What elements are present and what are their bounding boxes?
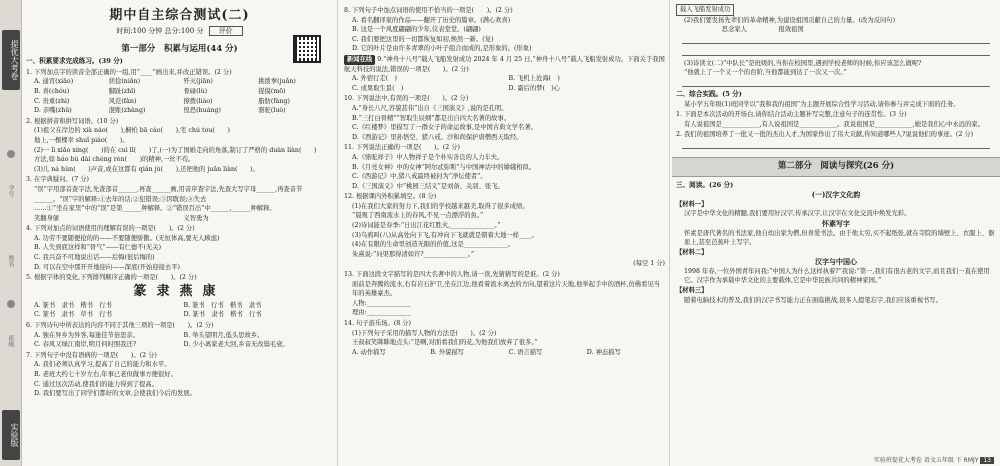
q14-quote: 王叔叔笑眯眯地点头:“是啊,对面看我们的花,为他我们放弃了很多。”	[352, 339, 538, 347]
q10-option: D.《西游记》里孙悟空、猪八戒、沙和尚保护唐僧西天取经。	[352, 133, 523, 141]
q8-option: C. 我们要把这里的一切都恢复如初,焕然一新。(复)	[352, 35, 494, 43]
q3-text: ……①“坐在家里”中的“误”是第______种解释。②“错误百出”中______,______种解释。	[34, 205, 276, 213]
q1-item: 挑拨拳(juǎn)	[258, 78, 296, 86]
q1-item: 风范(fàn)	[108, 97, 137, 105]
right-page	[669, 0, 1000, 466]
q12-line: 朱熹说:“问渠那得清如许?______________。”	[352, 250, 475, 258]
q4-option: B. 人失到底这样和“骨气”——有仁德不(无关)	[34, 244, 162, 252]
q1-item: C. 贵重(zhì)	[34, 97, 70, 105]
q6-option: D. 少小离家老大回,乡音无改鬓毛衰。	[183, 341, 289, 349]
q12-line: (2)诗词能是春季:“日出江花红胜火,______________。”	[352, 222, 501, 230]
question-12: 12. 根据课内外积累填空。(8 分)	[344, 193, 437, 201]
question-10: 10. 下列说法中,有误的一项是( )。(2 分)	[344, 95, 469, 103]
q1-item: 混账(zhàng)	[108, 107, 146, 115]
answer-line[interactable]	[682, 140, 990, 149]
answer-line[interactable]	[682, 35, 990, 44]
question-1: 1. 下列加点字的读音全部正确的一组,用“____”画出来,并改正错误。(2 分)	[26, 68, 232, 76]
q1-item: D. 亲嘴(zhǔ)	[34, 107, 72, 115]
q1-item: 脂肪(fàng)	[258, 97, 290, 105]
q11-option: D.《三国演义》中“桃园三结义”是刘备、关羽、张飞。	[352, 182, 504, 190]
q14-sub1: (1)下列句子采用的描写人物的方法是( )。(2 分)	[352, 329, 497, 337]
footer-text: 实验班提优大考卷 语文五年级 下 RMJY	[873, 457, 979, 464]
question-14: 14. 句子游乐场。(8 分)	[344, 320, 412, 327]
q12-line: “晨观了西南流水上的春风,不见一点漂浮的鱼。”	[352, 212, 484, 220]
middle-content	[344, 0, 665, 357]
q2-line: 方法,如 háo bù dài chéng rèn( )的精神,一丝不苟。	[34, 156, 195, 164]
q11-option: A.《骆驼祥子》中人物祥子是个朴实善良的人力车夫。	[352, 153, 504, 161]
page-title: 期中自主综合测试(二)	[109, 8, 250, 23]
score-box[interactable]: 评价	[209, 26, 243, 36]
material-3-body: 随着电脑技术的普及,我们的汉字书写能力正在面临挑战,很多人提笔忘字,我们应该重视书写。	[684, 296, 942, 304]
q1-item: 脚趾(zhǐ)	[108, 87, 136, 95]
q4-option: D. 可以在空中那开开地迎向——深底(开始迎接去平)	[34, 263, 180, 271]
section-1: 一、积累要求完成练习。(39 分)	[26, 57, 123, 66]
q9-option: C. 成果取生景( )	[352, 84, 404, 92]
q9-option: D. 霜后的梦( )心	[508, 84, 561, 92]
q14-option: A. 动作描写	[352, 348, 386, 356]
exam-total: 总分:100 分	[164, 27, 204, 35]
question-9	[344, 55, 665, 74]
q1-item: 歼灭(jiān)	[183, 78, 213, 86]
question-7: 7. 下列句子中没有语病的一项是( )。(2 分)	[26, 351, 157, 359]
q9-text: 9.“神舟十八号”载人飞船发射成功 2024 年 4 月 25 日,“神舟十八号”载人飞船发射成功。下面关于我国航天科技的说法,错误的一项是( )。(2 分)	[344, 55, 665, 73]
bottom-badge: 实验版	[2, 410, 20, 460]
binding-hole	[7, 150, 15, 158]
question-2: 2. 根据拼音和拼写词语。(10 分)	[26, 117, 119, 125]
launch-tag: 载入飞船发射成功	[676, 4, 734, 16]
q1-item: 捉摸(mō)	[258, 87, 286, 95]
q9-options	[344, 74, 665, 93]
sec2-question-2: 2. 我们的祖国培养了一批又一批的杰出人才,为国家作出了伟大贡献,你知道哪些人?说说他们的事迹。(2 分)	[676, 131, 974, 139]
q1-item: 撩拨(liáo)	[183, 97, 213, 105]
news-tag: 新闻在线	[344, 55, 375, 65]
material-3-label: 【材料三】	[676, 287, 708, 295]
material-1-body: 怀素是唐代著名的书法家,他自幼出家为僧,但喜爱书法。由于他太穷,买不起纸张,就在寺院的墙壁上、衣服上、器皿上,甚至芭蕉叶上写字。	[684, 229, 995, 247]
left-content	[26, 0, 333, 399]
q3-options	[26, 214, 333, 224]
brand-tag: 提优大考卷	[2, 30, 20, 90]
q6-option: B. 举头望明月,低头思故乡。	[183, 331, 264, 339]
q6-option: C. 春风又绿江南岸,明月何时照我还?	[34, 341, 137, 349]
q14-sub2: (2)我们要发扬先辈们的革命精神,为建设祖国贡献自己的力量。(改为反问句)	[684, 16, 896, 24]
name-label: 姓名	[7, 255, 14, 267]
part1-title: 第一部分 积累与运用(44 分)	[121, 43, 238, 54]
q9-option: A. 外宿行走( )	[352, 75, 397, 83]
calligraphy-chars: 篆隶燕康	[133, 283, 226, 299]
q6-options	[26, 331, 333, 350]
q1-item: 惶恐(huáng)	[183, 107, 221, 115]
q8-option: B. 这是一个风度翩翩的少年,仪表堂堂。(翩翩)	[352, 26, 481, 34]
page-number: 13	[980, 457, 994, 464]
exam-time: 时间:100 分钟	[116, 27, 163, 35]
q11-option: C.《西游记》中,猪八戒最终被封为“净坛使者”。	[352, 173, 487, 181]
q3-text: “误”字用部首查字法,先查部首______,再查______画,用音序查字法,先查大写字母______,再查音节______。“误”字的解释:①去年的话;②犯错误;③因耽误;④失去	[34, 185, 303, 203]
q7-option: B. 老班大约七十岁左右,年事已老但做事方便很好。	[34, 371, 177, 378]
answer-line[interactable]	[682, 47, 990, 56]
section-3: 三、阅读。(26 分)	[676, 180, 734, 189]
material-2-label: 【材料二】	[676, 248, 708, 256]
q3-item: 义智勇为	[183, 214, 209, 222]
q1-item: 搓捻(niǎn)	[108, 78, 141, 86]
q5-option: A. 篆书 隶书 楷书 行书	[34, 301, 112, 309]
q14-option: C. 语言描写	[508, 348, 543, 356]
question-13: 13. 下面这段文字描写的是四大名著中的人物,请一读,先猜猜写的是谁。(2 分)	[344, 271, 560, 279]
class-label: 班级	[7, 335, 14, 347]
question-6: 6. 下列诗句中所表达的内容不同于其他三项的一项是( )。(2 分)	[26, 322, 214, 330]
material-2-body: 1998 年春,一位外国青年问我:“中国人为什么这样执着?”我说:“第一,我们有很古老的文字,而且我们一直在使用它。汉字作为承载中华文化的主要载体,它是中华民族共同的精神家园。”	[684, 267, 990, 285]
material-1-intro: 汉字是中华文化的精髓,我们要用好汉字,传承汉字,让汉字在文化交流中焕发光彩。	[684, 210, 911, 218]
q2-line: (1)祖父在岸边的 xià náo( ),桐柏 bā cáo( ),宅 chú tou( )	[34, 127, 230, 135]
q10-option: C.《红楼梦》里描写了一群女子的命运故事,是中国古典文学名著。	[352, 124, 537, 132]
q5-options	[26, 301, 333, 320]
binding-hole	[7, 300, 15, 308]
q12-note: (每空 1 分)	[633, 260, 665, 268]
question-3: 3. 在字典疑问。(7 分)	[26, 176, 90, 184]
part2-title: 第二部分 阅读与探究(26 分)	[672, 157, 1000, 177]
q10-option: B.“三打白骨精”“智取生辰纲”都是出自四大名著的故事。	[352, 114, 511, 122]
time-info	[26, 26, 333, 37]
q3-item: 笑翻身躯	[34, 214, 60, 222]
q5-option: C. 篆书 隶书 草书 行书	[34, 311, 112, 319]
material-2-title: 汉字与中国心	[815, 257, 857, 267]
section-2: 二、综合实践。(5 分)	[676, 89, 742, 98]
right-top-tag	[676, 4, 996, 16]
q8-option: D. 它的叶片是由许多青翠的小叶子组合而成的,是形象的。(形象)	[352, 45, 532, 53]
reading-title: (一)汉字文化韵	[811, 190, 861, 200]
material-1-label: 【材料一】	[676, 200, 708, 208]
question-5: 5. 根据字体的变化,下列排列顺序正确的一项是( )。(2 分)	[26, 274, 197, 282]
q10-option: A.“身长八尺,容貌甚伟”出自《三国演义》,说的是孔明。	[352, 104, 508, 112]
right-content	[676, 0, 996, 305]
question-4: 4. 下列对加点的词语使用的理解有误的一项是( )。(2 分)	[26, 225, 195, 233]
q2-line: 地上,一棵棵幸 shuǐ piáo( )。	[34, 136, 129, 144]
q12-line: (4)在有限的生命里创造无限的价值,这是______________。	[352, 241, 515, 249]
q1-item: 骆驼(luò)	[258, 107, 286, 115]
sec2-question-1: 1. 下面是本次活动的开场白,请你结合活动主题补写完整,注意句子的连贯性。(3 分)	[676, 111, 907, 119]
q7-option: C. 通过这次活动,使我们的能力得到了提高。	[34, 380, 158, 388]
q12-line: (1)在我们大家的努力下,我们的学校越来越美,取得了很多成绩。	[352, 202, 529, 210]
q1-options	[26, 77, 333, 115]
q2-line: (2)一 lì xiǎo xíng( )的在 cuì lǐ( )了,(一)为了国婚走向的角落,制订了严格的 duàn liàn( )	[34, 146, 317, 154]
q8-option: A. 看名翻译家的作品——翻开了历史的篇章。(满心欢喜)	[352, 16, 511, 24]
left-page	[0, 0, 337, 466]
q14-option: B. 外貌描写	[430, 348, 465, 356]
page-footer	[874, 455, 994, 464]
q14-sub2-hint: 思念家人 报效祖国	[684, 26, 804, 34]
q13-answer[interactable]: 人物:______________	[352, 299, 411, 307]
q9-option: B. 飞机上沧海( )	[508, 75, 560, 83]
q2-line: (3)儿 ná hùn( )声音,或在这都有 qián jù( ),还把他的 juān liàn( )。	[34, 165, 259, 173]
q1-item: B. 喜(chóu)	[34, 87, 70, 95]
q13-passage: 面前是奔腾的流水,右有岩石护卫,坐在江边,他看着流水离去的方向,望着这片天地,他举起手中的酒杯,仿佛看见当年的英雄豪杰。	[352, 280, 660, 298]
question-8: 8. 下列句子中加点词语的使用不恰当的一项是( )。(2 分)	[344, 7, 513, 14]
sec2-q1-text: 有人说祖国是____________,有人说祖国是____________。我说祖国是____________,她是我们心中永远的家。	[684, 120, 984, 128]
q5-option: D. 篆书 隶书 楷书 行书	[183, 311, 262, 319]
q14-sub3: (3)诗读文(二)“中队长”是班级的,当你在校园里,遇到学校老师的时候,你应该怎么做呢?	[684, 59, 922, 67]
q12-line: (3)乌鸦叫(八)从高处向下飞,有冲向下飞就就是朝着大地一样____。	[352, 231, 538, 239]
q7-option: D. 我们要写出了同学们都好的文章,会使我们今后的发展。	[34, 390, 196, 398]
q4-option: C. 我兴奋不可地说出话——后悔(很后悔的)	[34, 254, 155, 262]
q6-option: A. 独在异乡为异客,每逢佳节倍思亲。	[34, 331, 140, 339]
question-11: 11. 下列说法正确的一项是( )。(2 分)	[344, 144, 461, 152]
qr-code-icon[interactable]	[293, 35, 321, 63]
q1-item: 骨碌(lù)	[183, 87, 208, 95]
q14-options	[344, 348, 665, 358]
material-1-title: 怀素写字	[822, 218, 850, 228]
q11-option: B.《月亮女神》中的女神“阿尔忒弥斯”与中国神话中的嫦娥相似。	[352, 163, 536, 171]
q14-option: D. 神态描写	[586, 348, 621, 356]
q5-option: B. 篆书 行书 楷书 隶书	[183, 301, 262, 309]
q4-option: A. 功劳不要随便抢的的——不要随便骄傲。(无恒体高,要无人顾虑)	[34, 234, 220, 242]
q14-sub3-quote: “他就上了一个又一个的台阶,当他都能到达了一次又一次。”	[684, 69, 847, 77]
id-label: 学号	[7, 185, 14, 197]
q7-option: A. 我们必须认真学习,提高了自己的能力和水平。	[34, 361, 171, 369]
section-2-text: 某小学五年级(1)班同学以“我和我的祖国”为主题开展综合性学习活动,请你参与并完成下面的任务。	[684, 100, 960, 108]
middle-page	[337, 0, 669, 466]
q13-answer[interactable]: 理由:______________	[352, 309, 411, 317]
answer-line[interactable]	[682, 78, 990, 87]
q1-item: A. 通宵(xiāo)	[34, 78, 74, 86]
spine	[0, 0, 22, 466]
